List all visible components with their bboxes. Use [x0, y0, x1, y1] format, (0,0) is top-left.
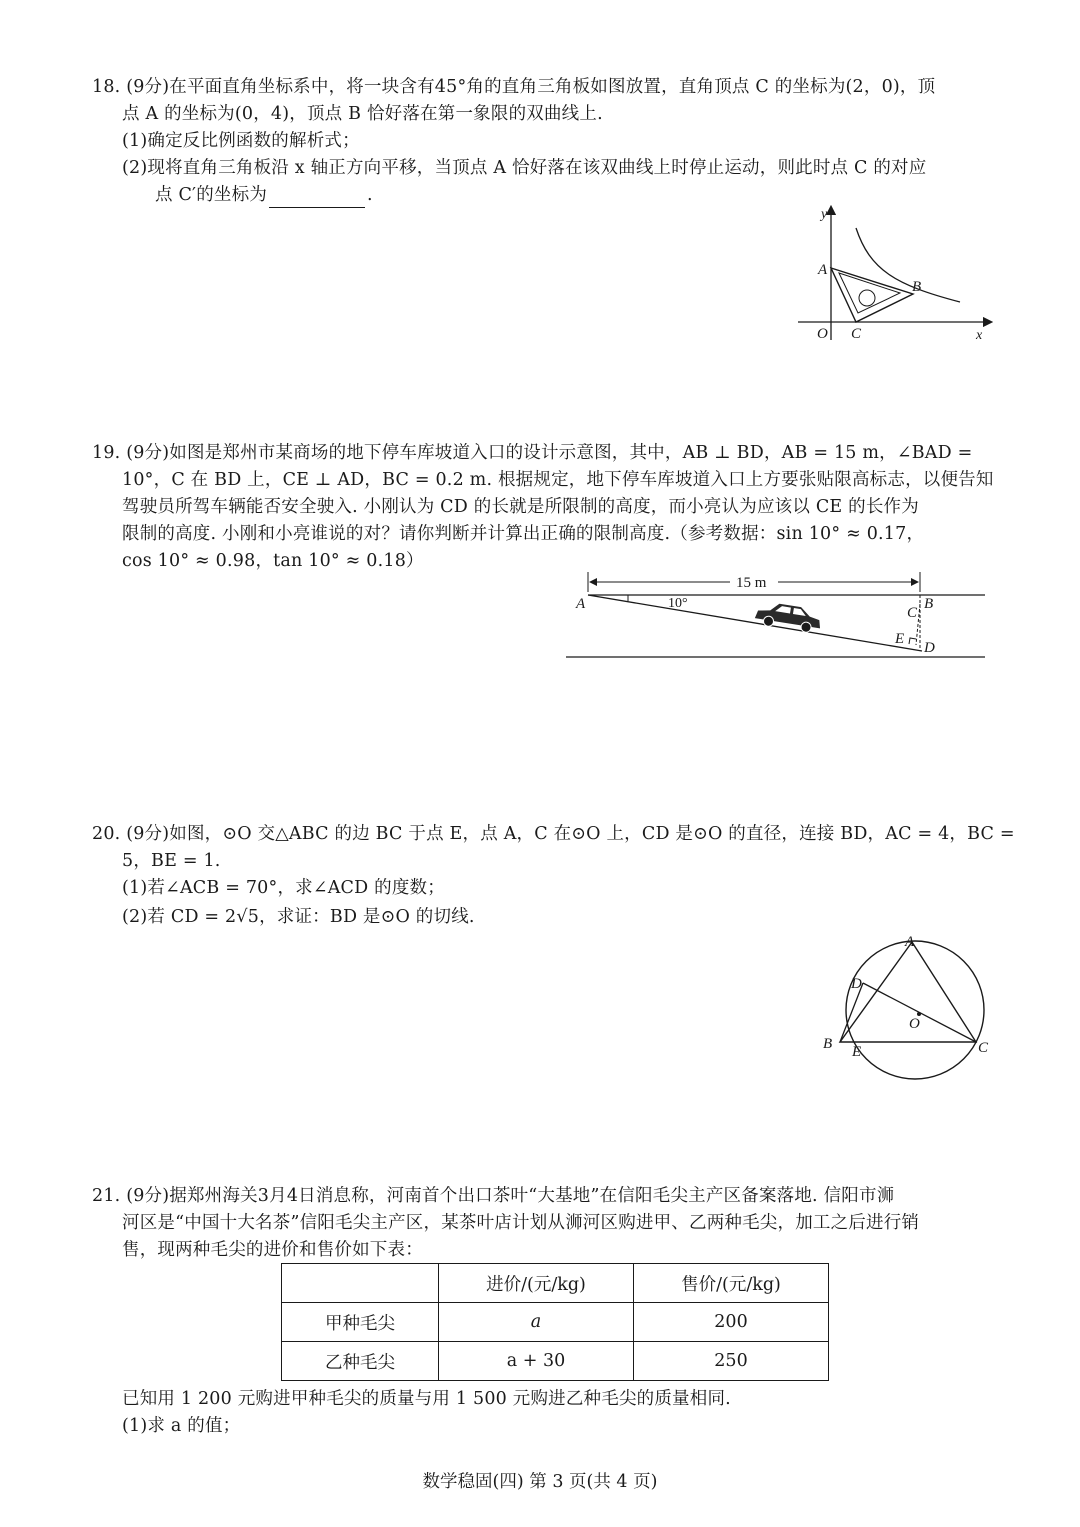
q18-label-A: A [818, 262, 828, 278]
q20-label-A: A [905, 934, 915, 950]
q18-part-1: (1)确定反比例函数的解析式； [122, 131, 360, 151]
q18-line-1: 18. (9分)在平面直角坐标系中，将一块含有45°角的直角三角板如图放置，直角顶点 C 的坐标为(2，0)，顶 [92, 77, 936, 97]
table-row [282, 1342, 829, 1381]
q19-line-2: 10°，C 在 BD 上，CE ⊥ AD，BC = 0.2 m. 根据规定，地下停车库坡道入口上方要张贴限高标志，以便告知 [122, 470, 994, 490]
q19-line-1: 19. (9分)如图是郑州市某商场的地下停车库坡道入口的设计示意图，其中，AB ⊥ BD，AB = 15 m，∠BAD = [92, 443, 973, 463]
q18-triangle-inner [839, 273, 900, 313]
q19-label-A: A [576, 596, 586, 612]
q18-line-2: 点 A 的坐标为(0，4)，顶点 B 恰好落在第一象限的双曲线上. [122, 104, 603, 124]
q19-label-D: D [924, 640, 935, 656]
q18-part-2: (2)现将直角三角板沿 x 轴正方向平移，当顶点 A 恰好落在该双曲线上时停止运动，则此时点 C 的对应 [122, 158, 927, 178]
q20-figure [815, 930, 1000, 1080]
q18-answer-blank [269, 189, 365, 208]
table-header-cell: 进价/(元/kg) [439, 1264, 634, 1303]
q20-label-E: E [852, 1044, 862, 1060]
q18-figure [790, 200, 1000, 350]
q19-line-5: cos 10° ≈ 0.98，tan 10° ≈ 0.18） [122, 551, 424, 571]
q21-line-2: 河区是“中国十大名茶”信阳毛尖主产区，某茶叶店计划从浉河区购进甲、乙两种毛尖，加工之后进行销 [122, 1213, 920, 1233]
q18-label-B: B [912, 279, 922, 295]
q18-label-x: x [976, 328, 983, 343]
q18-answer-suffix: . [367, 185, 373, 205]
q21-price-table [281, 1263, 829, 1381]
q20-part-2: (2)若 CD = 2√5，求证：BD 是⊙O 的切线. [122, 907, 475, 927]
table-cell: 乙种毛尖 [282, 1342, 439, 1381]
q19-ramp-line [588, 595, 922, 651]
q21-after-line-1: 已知用 1 200 元购进甲种毛尖的质量与用 1 500 元购进乙种毛尖的质量相同. [122, 1389, 731, 1409]
q18-triangle-hole [859, 290, 875, 306]
q18-label-y: y [821, 207, 828, 222]
q20-label-B: B [823, 1036, 833, 1052]
q21-part-1: (1)求 a 的值； [122, 1416, 241, 1436]
table-cell: 甲种毛尖 [282, 1303, 439, 1342]
table-header-cell: 售价/(元/kg) [634, 1264, 829, 1303]
q19-figure [560, 568, 990, 668]
q21-line-1: 21. (9分)据郑州海关3月4日消息称，河南首个出口茶叶“大基地”在信阳毛尖主产区备案落地. 信阳市浉 [92, 1186, 895, 1206]
table-cell: 200 [634, 1303, 829, 1342]
table-header-cell [282, 1264, 439, 1303]
q20-label-D: D [851, 976, 862, 992]
table-row [282, 1303, 829, 1342]
q18-label-C: C [851, 326, 862, 342]
q20-label-O: O [909, 1016, 920, 1032]
table-cell: a + 30 [439, 1342, 634, 1381]
page-footer: 数学稳固(四) 第 3 页(共 4 页) [422, 1472, 658, 1492]
q20-label-C: C [978, 1040, 989, 1056]
q19-line-4: 限制的高度. 小刚和小亮谁说的对？请你判断并计算出正确的限制高度.（参考数据：sin 10° ≈ 0.17， [122, 524, 925, 544]
q20-line-1: 20. (9分)如图，⊙O 交△ABC 的边 BC 于点 E，点 A，C 在⊙O 上，CD 是⊙O 的直径，连接 BD，AC = 4，BC = [92, 824, 1015, 844]
q20-line-2: 5，BE = 1. [122, 851, 221, 871]
q19-label-E: E [895, 631, 905, 647]
q19-label-B: B [924, 596, 934, 612]
q19-angle-label: 10° [668, 596, 688, 611]
table-cell: 250 [634, 1342, 829, 1381]
q19-label-C: C [907, 605, 918, 621]
q20-triangle-ABC [840, 942, 976, 1042]
table-cell: a [439, 1303, 634, 1342]
q18-label-O: O [817, 326, 828, 342]
table-header-row [282, 1264, 829, 1303]
q18-triangle [831, 268, 913, 322]
q18-answer-prefix: 点 C′的坐标为 [155, 185, 268, 205]
q18-part-2-cont [155, 182, 373, 208]
q19-line-3: 驾驶员所驾车辆能否安全驶入. 小刚认为 CD 的长就是所限制的高度，而小亮认为应该以 CE 的长作为 [122, 497, 919, 517]
q21-line-3: 售，现两种毛尖的进价和售价如下表： [122, 1240, 423, 1260]
q20-part-1: (1)若∠ACB = 70°，求∠ACD 的度数； [122, 878, 445, 898]
q19-length-label: 15 m [736, 575, 767, 591]
